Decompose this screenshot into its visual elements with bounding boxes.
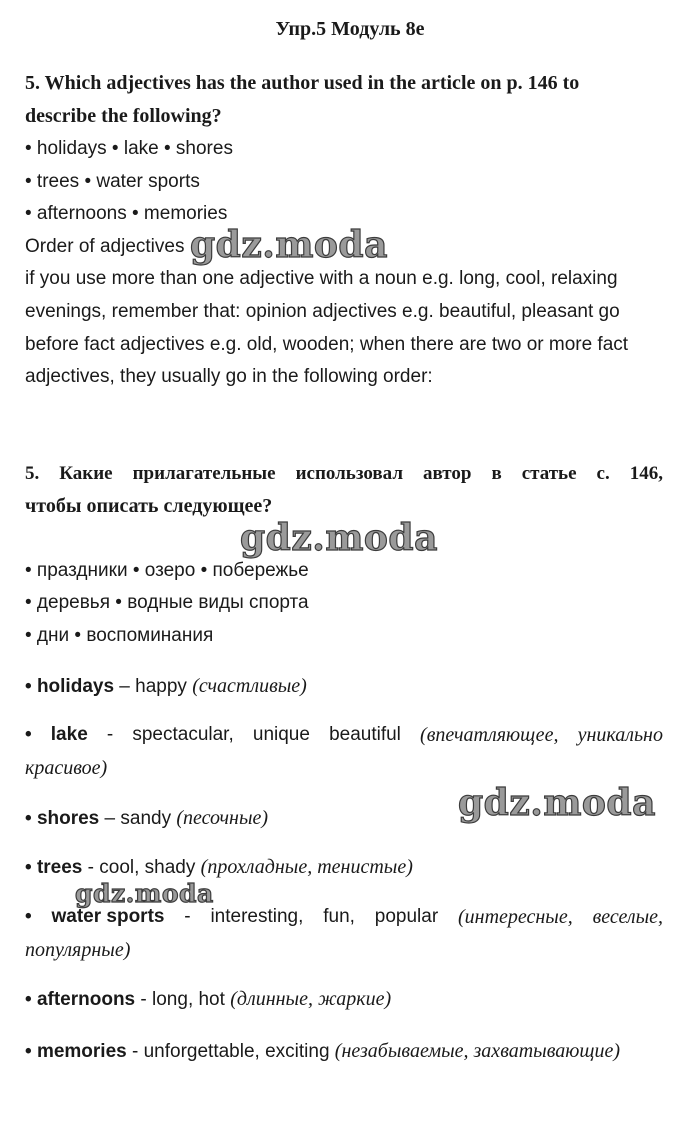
russian-bullet-line3: • дни • воспоминания <box>25 625 214 646</box>
answer-separator: - <box>106 724 114 745</box>
answer-shores <box>25 806 268 831</box>
answer-bullet: • <box>25 676 32 697</box>
russian-question-line1 <box>25 462 663 486</box>
answer-english: cool, shady <box>99 857 196 878</box>
answer-word: beautiful <box>329 724 401 745</box>
answer-word: fun, <box>323 906 355 927</box>
answer-separator: - <box>87 857 94 878</box>
answer-memories <box>25 1039 620 1064</box>
answer-bullet: • <box>25 1041 32 1062</box>
russian-bullet-line2: • деревья • водные виды спорта <box>25 592 309 613</box>
english-bullet-line3: • afternoons • memories <box>25 203 228 224</box>
q-word: в <box>491 463 502 484</box>
note-line1: if you use more than one adjective with a noun e.g. long, cool, relaxing <box>25 268 618 289</box>
answer-english: happy <box>135 676 187 697</box>
q-word: статье <box>521 463 577 484</box>
russian-bullet-line1: • праздники • озеро • побережье <box>25 560 309 581</box>
answer-separator: - <box>132 1041 139 1062</box>
watermark: gdz.moda <box>190 224 388 266</box>
answer-translation: (интересные, <box>457 906 573 928</box>
answer-term: water sports <box>51 906 165 927</box>
q-word: с. <box>596 463 610 484</box>
russian-question-line2: чтобы описать следующее? <box>25 495 273 517</box>
answer-holidays <box>25 674 307 699</box>
answer-translation: (счастливые) <box>192 675 307 697</box>
q-word: 146, <box>629 463 663 484</box>
answer-trees <box>25 855 413 880</box>
answer-bullet: • <box>25 989 32 1010</box>
answer-bullet: • <box>25 857 32 878</box>
answer-afternoons <box>25 987 391 1012</box>
answer-translation: (незабываемые, захватывающие) <box>334 1040 621 1062</box>
answer-term: afternoons <box>36 989 136 1010</box>
answer-separator: - <box>184 906 191 927</box>
answer-translation: (впечатляющее, <box>420 724 559 746</box>
answer-word: popular <box>374 906 439 927</box>
q-word: прилагательные <box>132 463 276 484</box>
watermark: gdz.moda <box>75 879 214 908</box>
note-line2: evenings, remember that: opinion adjectives e.g. beautiful, pleasant go <box>25 301 620 322</box>
answer-water-sports-translation-end: популярные) <box>25 939 131 961</box>
answer-word: unique <box>252 724 310 745</box>
watermark: gdz.moda <box>458 782 656 824</box>
answer-separator: – <box>104 808 116 829</box>
q-word: 5. <box>25 463 40 484</box>
watermark: gdz.moda <box>240 517 438 559</box>
q-word: Какие <box>59 463 113 484</box>
english-question-line2: describe the following? <box>25 105 222 127</box>
answer-word: spectacular, <box>132 724 234 745</box>
answer-bullet: • <box>25 808 32 829</box>
english-bullet-line1: • holidays • lake • shores <box>25 138 233 159</box>
q-word: использовал <box>295 463 403 484</box>
answer-english: long, hot <box>152 989 225 1010</box>
order-of-adjectives-heading: Order of adjectives <box>25 236 185 257</box>
answer-translation: (длинные, жаркие) <box>230 988 392 1010</box>
answer-term: holidays <box>36 676 115 697</box>
answer-translation: веселые, <box>592 906 663 928</box>
answer-lake-translation-end: красивое) <box>25 757 108 779</box>
answer-translation: (прохладные, тенистые) <box>200 856 413 878</box>
answer-word: interesting, <box>210 906 304 927</box>
answer-english: unforgettable, exciting <box>143 1041 330 1062</box>
answer-separator: – <box>119 676 130 697</box>
answer-bullet: • <box>25 906 32 927</box>
english-question-line1: 5. Which adjectives has the author used in the article on p. 146 to <box>25 72 580 94</box>
answer-lake <box>25 723 663 747</box>
answer-term: lake <box>50 724 88 745</box>
answer-term: shores <box>36 808 100 829</box>
answer-term: memories <box>36 1041 127 1062</box>
note-line3: before fact adjectives e.g. old, wooden; when there are two or more fact <box>25 334 629 355</box>
answer-translation: (песочные) <box>176 807 269 829</box>
answer-translation: уникально <box>577 724 663 746</box>
answer-separator: - <box>140 989 147 1010</box>
answer-water-sports <box>25 905 663 929</box>
answer-term: trees <box>36 857 83 878</box>
english-bullet-line2: • trees • water sports <box>25 171 200 192</box>
note-line4: adjectives, they usually go in the following order: <box>25 366 433 387</box>
page-title: Упр.5 Модуль 8е <box>275 18 425 40</box>
q-word: автор <box>423 463 472 484</box>
answer-bullet: • <box>25 724 32 745</box>
answer-english: sandy <box>120 808 172 829</box>
